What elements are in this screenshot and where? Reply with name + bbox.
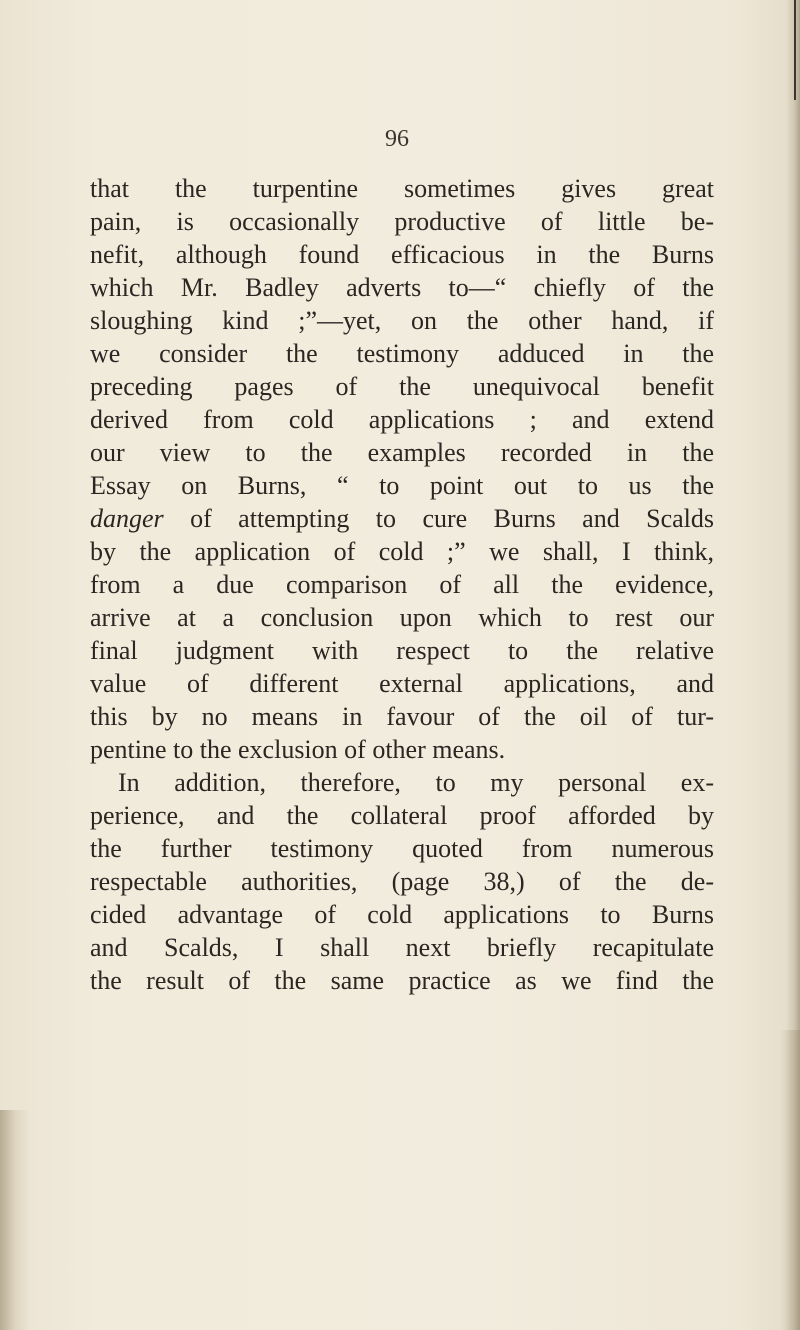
text-line: cided advantage of cold applications to Burns [90,900,714,929]
text-line: our view to the examples recorded in the [90,438,714,467]
text-line: pain, is occasionally productive of little be- [90,207,714,236]
text-line: and Scalds, I shall next briefly recapitulate [90,933,714,962]
text-line: preceding pages of the unequivocal benefit [90,372,714,401]
text-line: danger of attempting to cure Burns and Scalds [90,504,714,533]
text-line: arrive at a conclusion upon which to rest our [90,603,714,632]
text-line: nefit, although found efficacious in the Burns [90,240,714,269]
text-line: the further testimony quoted from numerous [90,834,714,863]
text-line: final judgment with respect to the relative [90,636,714,665]
text-line: that the turpentine sometimes gives great [90,174,714,203]
page-stain-left [0,1110,30,1330]
page-edge-line [794,0,796,100]
text-line: derived from cold applications ; and extend [90,405,714,434]
text-line: pentine to the exclusion of other means. [90,735,506,764]
text-line: by the application of cold ;” we shall, I think, [90,537,714,566]
text-line: this by no means in favour of the oil of tur- [90,702,714,731]
italic-word: danger [90,504,164,533]
body-text [90,172,714,997]
text-line: from a due comparison of all the evidence, [90,570,714,599]
page-number: 96 [385,126,409,152]
text-line-indented: In addition, therefore, to my personal ex- [118,768,714,797]
text-line: the result of the same practice as we find the [90,966,714,995]
text-line: which Mr. Badley adverts to—“ chiefly of the [90,273,714,302]
text-line: we consider the testimony adduced in the [90,339,714,368]
text-line: respectable authorities, (page 38,) of the de- [90,867,714,896]
text-line: sloughing kind ;”—yet, on the other hand, if [90,306,714,335]
text-line: Essay on Burns, “ to point out to us the [90,471,714,500]
text-line: value of different external applications, and [90,669,714,698]
page-stain-right [780,1030,800,1330]
text-line: perience, and the collateral proof afforded by [90,801,714,830]
